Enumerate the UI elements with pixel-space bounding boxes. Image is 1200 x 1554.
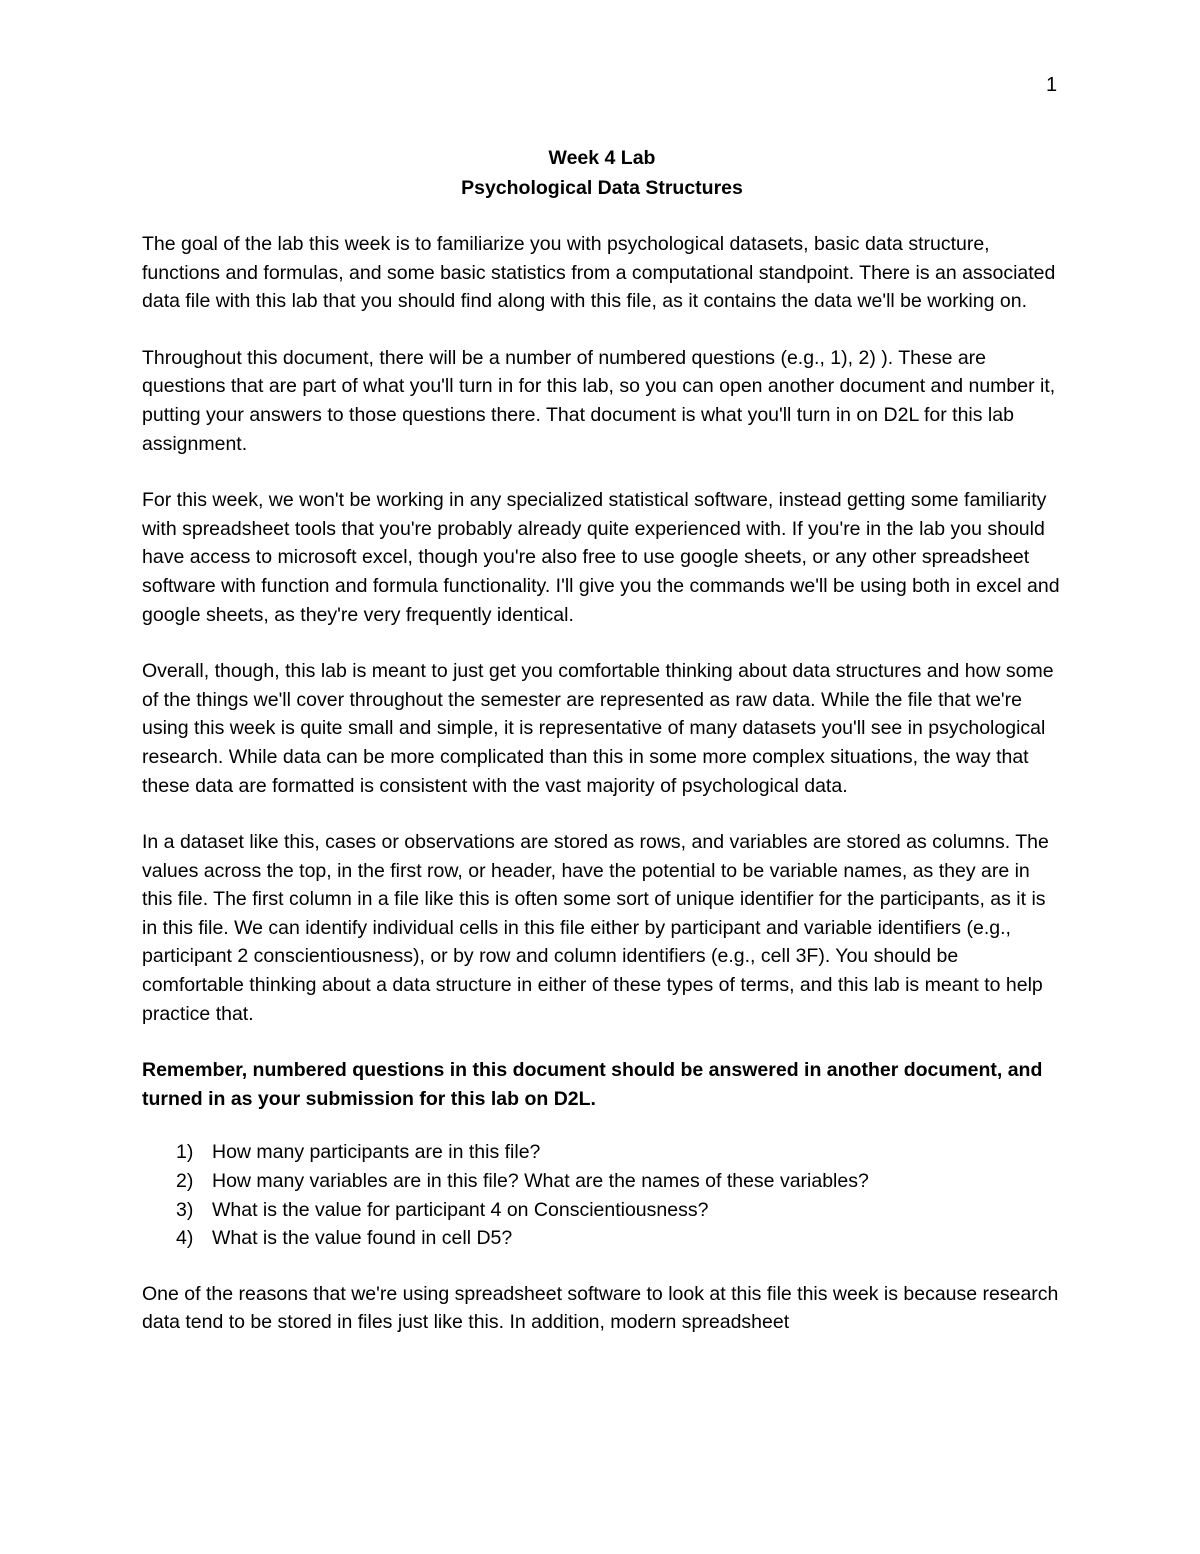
question-list [142, 1138, 1062, 1252]
question-text: What is the value found in cell D5? [212, 1227, 513, 1250]
question-text: How many variables are in this file? What are the names of these variables? [212, 1170, 869, 1193]
dataset-paragraph: In a dataset like this, cases or observations are stored as rows, and variables are stored as columns. The values across the top, in the first row, or header, have the potential to be variable names, as they are in this file. The first column in a file like this is often some sort of unique identifier for the participants, as it is in this file. We can identify individual cells in this file either by participant and variable identifiers (e.g., participant 2 conscientiousness), or by row and column identifiers (e.g., cell 3F). You should be comfortable thinking about a data structure in either of these types of terms, and this lab is meant to help practice that. [142, 831, 1049, 1025]
overview-paragraph: Overall, though, this lab is meant to just get you comfortable thinking about data structures and how some of the things we'll cover throughout the semester are represented as raw data. While the file that we're using this week is quite small and simple, it is representative of many datasets you'll see in psychological research. While data can be more complicated than this in some more complex situations, the way that these data are formatted is consistent with the vast majority of psychological data. [142, 660, 1054, 797]
software-paragraph: For this week, we won't be working in any specialized statistical software, instead getting some familiarity with spreadsheet tools that you're probably already quite experienced with. If you're in the lab you should have access to microsoft excel, though you're also free to use google sheets, or any other spreadsheet software with function and formula functionality. I'll give you the commands we'll be using both in excel and google sheets, as they're very frequently identical. [142, 489, 1060, 626]
question-text: What is the value for participant 4 on Conscientiousness? [212, 1198, 709, 1221]
intro-paragraph: The goal of the lab this week is to familiarize you with psychological datasets, basic data structure, functions and formulas, and some basic statistics from a computational standpoint. There is an associated data file with this lab that you should find along with this file, as it contains the data we'll be working on. [142, 233, 1056, 313]
question-item [142, 1167, 1062, 1196]
question-number: 4) [176, 1227, 194, 1250]
closing-paragraph: One of the reasons that we're using spreadsheet software to look at this file this week is because research data tend to be stored in files just like this. In addition, modern spreadsheet [142, 1282, 1059, 1334]
question-item [142, 1138, 1062, 1167]
document-subtitle: Psychological Data Structures [461, 177, 743, 199]
document-body [142, 143, 1062, 1365]
reminder-paragraph: Remember, numbered questions in this document should be answered in another document, and turned in as your submission for this lab on D2L. [142, 1059, 1043, 1110]
question-number: 2) [176, 1170, 194, 1193]
question-item [142, 1224, 1062, 1253]
question-number: 1) [176, 1141, 194, 1164]
question-text: How many participants are in this file? [212, 1141, 541, 1164]
page-number: 1 [1046, 74, 1058, 96]
questions-paragraph: Throughout this document, there will be a number of numbered questions (e.g., 1), 2) ). These are questions that are part of what you'll turn in for this lab, so you can open another document and number it, putting your answers to those questions there. That document is what you'll turn in on D2L for this lab assignment. [142, 346, 1056, 455]
document-title: Week 4 Lab [548, 147, 656, 169]
title-block [142, 143, 1062, 203]
question-number: 3) [176, 1198, 194, 1221]
question-item [142, 1196, 1062, 1225]
